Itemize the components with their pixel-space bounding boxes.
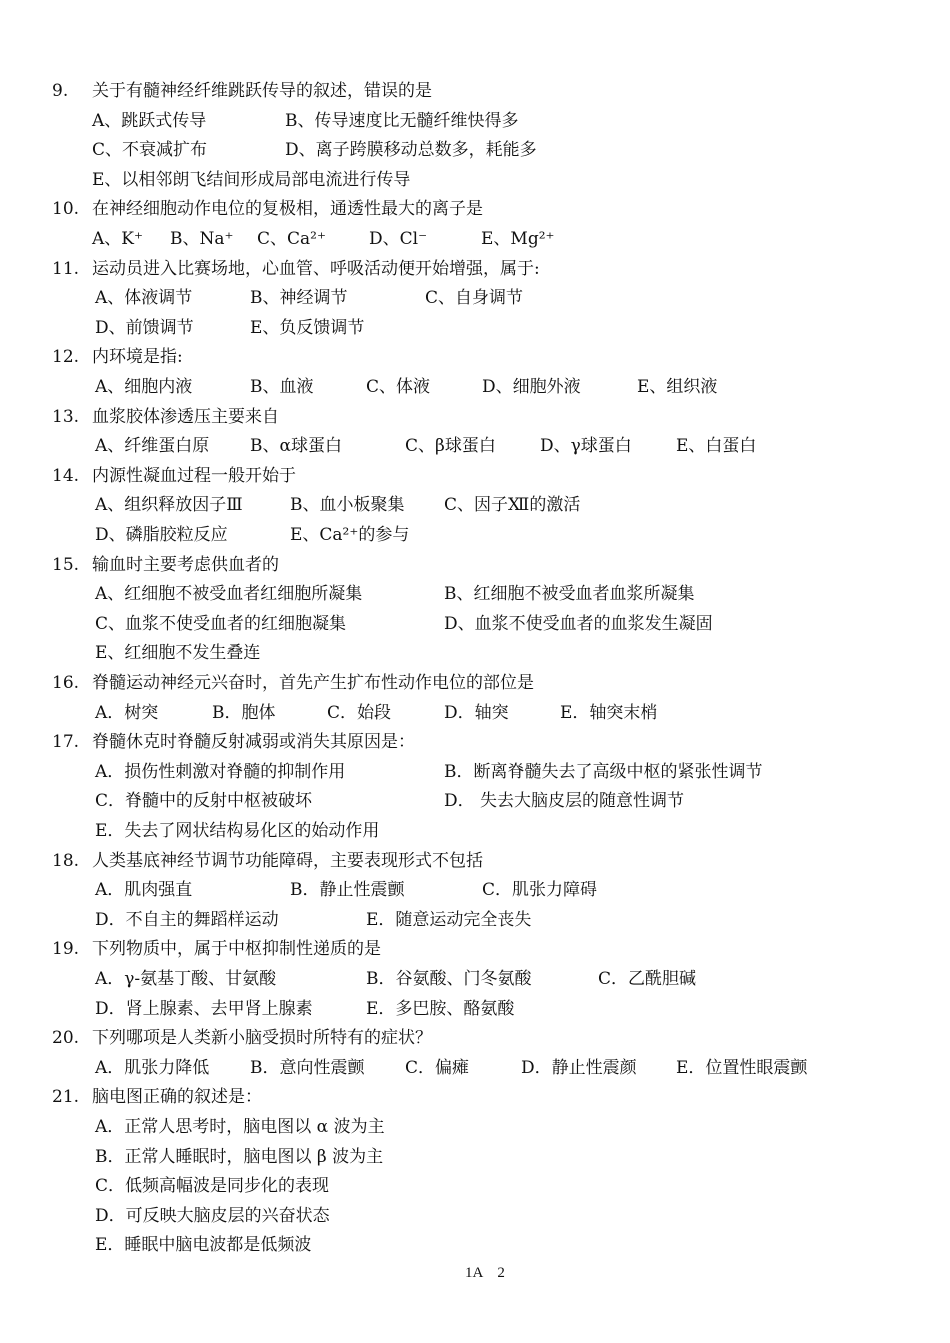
question-stem: 脊髓运动神经元兴奋时，首先产生扩布性动作电位的部位是 — [92, 673, 534, 693]
answer-option: C．始段 — [327, 703, 392, 723]
answer-option: D、γ球蛋白 — [540, 436, 632, 456]
answer-option: D、Cl⁻ — [369, 229, 428, 249]
question-stem: 内源性凝血过程一般开始于 — [92, 466, 296, 486]
answer-option: B、α球蛋白 — [250, 436, 342, 456]
answer-option: A．肌肉强直 — [95, 880, 193, 900]
question-stem: 在神经细胞动作电位的复极相，通透性最大的离子是 — [92, 199, 483, 219]
question-stem: 脑电图正确的叙述是： — [92, 1087, 262, 1107]
answer-option: C、不衰减扩布 — [92, 140, 208, 160]
answer-option: C、自身调节 — [425, 288, 524, 308]
answer-option: E、负反馈调节 — [250, 318, 365, 338]
answer-option: A、跳跃式传导 — [92, 111, 207, 131]
answer-option: B、神经调节 — [250, 288, 348, 308]
answer-option: B．谷氨酸、门冬氨酸 — [366, 969, 532, 989]
answer-option: E．多巴胺、酪氨酸 — [366, 999, 515, 1019]
question-number: 20. — [52, 1028, 80, 1048]
answer-option: B．胞体 — [212, 703, 276, 723]
question-number: 17. — [52, 732, 80, 752]
question-number: 19. — [52, 939, 80, 959]
answer-option: C．乙酰胆碱 — [598, 969, 697, 989]
answer-option: C、因子Ⅻ的激活 — [444, 495, 581, 515]
page-number: 2 — [497, 1265, 505, 1281]
answer-option: A、纤维蛋白原 — [95, 436, 210, 456]
question-stem: 内环境是指: — [92, 347, 183, 367]
answer-option: A．树突 — [95, 703, 159, 723]
answer-option: D．可反映大脑皮层的兴奋状态 — [95, 1206, 330, 1226]
question-stem: 下列哪项是人类新小脑受损时所特有的症状？ — [92, 1028, 432, 1048]
answer-option: B．正常人睡眠时，脑电图以 β 波为主 — [95, 1147, 384, 1167]
answer-option: A、K⁺ — [92, 229, 143, 249]
answer-option: A、体液调节 — [95, 288, 193, 308]
answer-option: A、红细胞不被受血者红细胞所凝集 — [95, 584, 363, 604]
question-stem: 人类基底神经节调节功能障碍，主要表现形式不包括 — [92, 851, 483, 871]
answer-option: E、组织液 — [637, 377, 718, 397]
question-number: 12. — [52, 347, 80, 367]
answer-option: A．正常人思考时，脑电图以 α 波为主 — [95, 1117, 385, 1137]
answer-option: A．损伤性刺激对脊髓的抑制作用 — [95, 762, 346, 782]
question-number: 18. — [52, 851, 80, 871]
question-stem: 血浆胶体渗透压主要来自 — [92, 407, 279, 427]
answer-option: E、Mg²⁺ — [481, 229, 555, 249]
question-stem: 下列物质中，属于中枢抑制性递质的是 — [92, 939, 381, 959]
answer-option: D．静止性震颜 — [521, 1058, 637, 1078]
answer-option: C、体液 — [366, 377, 431, 397]
answer-option: C．肌张力障碍 — [482, 880, 598, 900]
answer-option: E、红细胞不发生叠连 — [95, 643, 261, 663]
answer-option: D、细胞外液 — [482, 377, 581, 397]
answer-option: C．偏瘫 — [405, 1058, 470, 1078]
answer-option: B．静止性震颤 — [290, 880, 405, 900]
answer-option: E、Ca²⁺的参与 — [290, 525, 410, 545]
question-stem: 输血时主要考虑供血者的 — [92, 555, 279, 575]
answer-option: B、传导速度比无髓纤维快得多 — [285, 111, 519, 131]
question-stem: 关于有髓神经纤维跳跃传导的叙述，错误的是 — [92, 81, 432, 101]
question-number: 11. — [52, 259, 80, 279]
question-number: 9. — [52, 81, 69, 101]
answer-option: E、以相邻朗飞结间形成局部电流进行传导 — [92, 170, 411, 190]
answer-option: C、血浆不使受血者的红细胞凝集 — [95, 614, 347, 634]
answer-option: B、血液 — [250, 377, 314, 397]
answer-option: A、组织释放因子Ⅲ — [95, 495, 243, 515]
answer-option: E、白蛋白 — [676, 436, 757, 456]
answer-option: E．随意运动完全丧失 — [366, 910, 532, 930]
question-number: 15. — [52, 555, 80, 575]
answer-option: E．失去了网状结构易化区的始动作用 — [95, 821, 380, 841]
answer-option: B．意向性震颤 — [250, 1058, 365, 1078]
answer-option: B．断离脊髓失去了高级中枢的紧张性调节 — [444, 762, 763, 782]
answer-option: E．轴突末梢 — [560, 703, 658, 723]
answer-option: A．肌张力降低 — [95, 1058, 210, 1078]
question-number: 10. — [52, 199, 80, 219]
answer-option: E．睡眠中脑电波都是低频波 — [95, 1235, 312, 1255]
answer-option: D、前馈调节 — [95, 318, 194, 338]
question-stem: 运动员进入比赛场地，心血管、呼吸活动便开始增强，属于: — [92, 259, 540, 279]
answer-option: B、Na⁺ — [170, 229, 234, 249]
answer-option: A．γ-氨基丁酸、甘氨酸 — [95, 969, 277, 989]
answer-option: C．脊髓中的反射中枢被破坏 — [95, 791, 313, 811]
question-number: 16. — [52, 673, 80, 693]
footer-code: 1A — [465, 1265, 484, 1281]
answer-option: D． 失去大脑皮层的随意性调节 — [444, 791, 685, 811]
answer-option: D、离子跨膜移动总数多，耗能多 — [285, 140, 537, 160]
question-number: 21. — [52, 1087, 80, 1107]
answer-option: B、红细胞不被受血者血浆所凝集 — [444, 584, 695, 604]
answer-option: D．肾上腺素、去甲肾上腺素 — [95, 999, 313, 1019]
answer-option: E．位置性眼震颤 — [676, 1058, 808, 1078]
question-number: 14. — [52, 466, 80, 486]
answer-option: D．轴突 — [444, 703, 509, 723]
page-footer — [465, 1265, 519, 1282]
answer-option: C、β球蛋白 — [405, 436, 496, 456]
question-stem: 脊髓休克时脊髓反射减弱或消失其原因是： — [92, 732, 415, 752]
answer-option: A、细胞内液 — [95, 377, 193, 397]
answer-option: B、血小板聚集 — [290, 495, 405, 515]
answer-option: D、血浆不使受血者的血浆发生凝固 — [444, 614, 713, 634]
answer-option: C、Ca²⁺ — [257, 229, 326, 249]
answer-option: C．低频高幅波是同步化的表现 — [95, 1176, 330, 1196]
question-number: 13. — [52, 407, 80, 427]
answer-option: D、磷脂胶粒反应 — [95, 525, 228, 545]
answer-option: D．不自主的舞蹈样运动 — [95, 910, 279, 930]
